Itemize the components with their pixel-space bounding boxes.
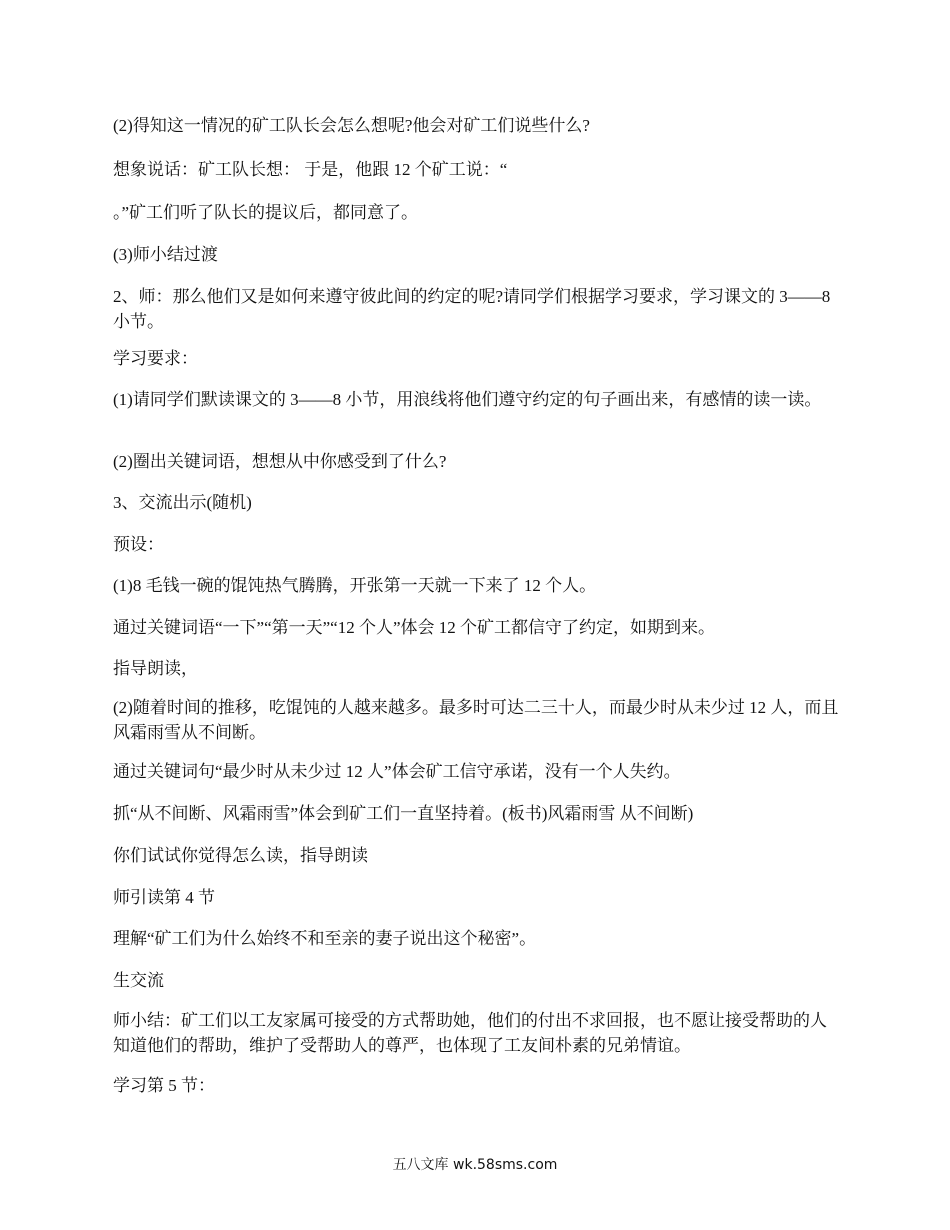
paragraph: 2、师：那么他们又是如何来遵守彼此间的约定的呢?请同学们根据学习要求，学习课文的 3——8 小节。 [113,287,831,331]
paragraph: 3、交流出示(随机) [113,493,252,512]
paragraph: 学习要求： [113,349,198,368]
paragraph: 通过关键词句“最少时从未少过 12 人”体会矿工信守承诺，没有一个人失约。 [113,762,681,781]
paragraph: 师小结：矿工们以工友家属可接受的方式帮助她，他们的付出不求回报，也不愿让接受帮助的人知道他们的帮助，维护了受帮助人的尊严，也体现了工友间朴素的兄弟情谊。 [113,1011,827,1055]
paragraph: 通过关键词语“一下”“第一天”“12 个人”体会 12 个矿工都信守了约定，如期到来。 [113,618,716,637]
paragraph: 想象说话：矿工队长想： 于是，他跟 12 个矿工说：“ [113,160,508,179]
paragraph: 预设： [113,535,164,554]
paragraph: 理解“矿工们为什么始终不和至亲的妻子说出这个秘密”。 [113,929,537,948]
paragraph: (2)随着时间的推移，吃馄饨的人越来越多。最多时可达二三十人，而最少时从未少过 12 人，而且风霜雨雪从不间断。 [113,698,839,742]
paragraph: 师引读第 4 节 [113,888,215,907]
paragraph: 指导朗读， [113,659,198,678]
paragraph: (1)8 毛钱一碗的馄饨热气腾腾，开张第一天就一下来了 12 个人。 [113,576,597,595]
paragraph: (1)请同学们默读课文的 3——8 小节，用浪线将他们遵守约定的句子画出来，有感情的读一读。 [113,390,822,409]
paragraph: 生交流 [113,971,164,990]
paragraph: (2)得知这一情况的矿工队长会怎么想呢?他会对矿工们说些什么? [113,116,590,135]
paragraph: (3)师小结过渡 [113,245,218,264]
paragraph: 抓“从不间断、风霜雨雪”体会到矿工们一直坚持着。(板书)风霜雨雪 从不间断) [113,804,694,823]
footer-watermark: 五八文库 wk.58sms.com [392,1157,558,1173]
paragraph: 。”矿工们听了队长的提议后，都同意了。 [113,203,419,222]
paragraph: 学习第 5 节： [113,1076,215,1095]
paragraph: 你们试试你觉得怎么读，指导朗读 [113,846,368,865]
paragraph: (2)圈出关键词语，想想从中你感受到了什么? [113,452,447,471]
